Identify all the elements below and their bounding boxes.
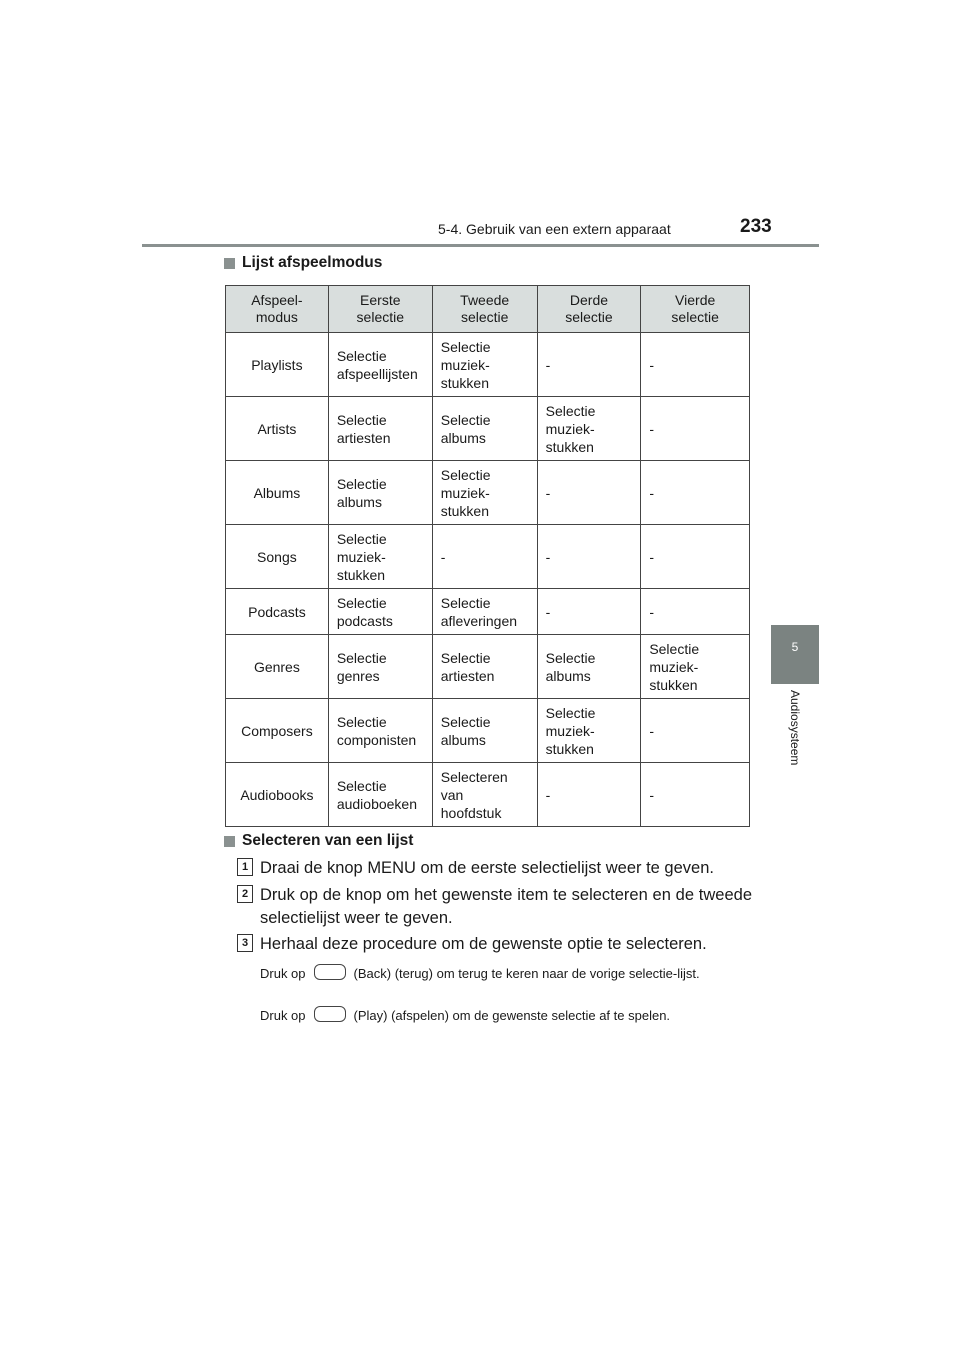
selection-cell: Selectie podcasts bbox=[328, 589, 432, 635]
table-row bbox=[226, 397, 750, 461]
selection-cell: - bbox=[641, 333, 750, 397]
selection-cell: - bbox=[432, 525, 537, 589]
note-text-post: (Play) (afspelen) om de gewenste selectie af te spelen. bbox=[353, 1008, 671, 1023]
step-text: Druk op de knop om het gewenste item te selecteren en de tweede selectielijst weer te geven. bbox=[260, 886, 752, 927]
selection-cell: Selectie artiesten bbox=[432, 635, 537, 699]
section-heading-text: Selecteren van een lijst bbox=[242, 832, 414, 849]
selection-cell: Selectie audioboeken bbox=[328, 763, 432, 827]
selection-cell: - bbox=[641, 699, 750, 763]
play-mode-table bbox=[225, 285, 750, 827]
selection-cell: Selectie afleveringen bbox=[432, 589, 537, 635]
selection-cell: Selectie muziek- stukken bbox=[432, 461, 537, 525]
table-row bbox=[226, 589, 750, 635]
mode-cell: Podcasts bbox=[226, 589, 329, 635]
mode-cell: Artists bbox=[226, 397, 329, 461]
note-text-post: (Back) (terug) om terug te keren naar de vorige selectie-lijst. bbox=[353, 966, 700, 981]
table-header-row bbox=[226, 286, 750, 333]
mode-cell: Albums bbox=[226, 461, 329, 525]
section-heading-text: Lijst afspeelmodus bbox=[242, 254, 383, 271]
note-text-pre: Druk op bbox=[260, 1008, 306, 1023]
header-section-title: 5-4. Gebruik van een extern apparaat bbox=[438, 221, 671, 237]
selection-cell: - bbox=[641, 397, 750, 461]
mode-cell: Genres bbox=[226, 635, 329, 699]
column-header: Tweede selectie bbox=[432, 286, 537, 333]
table-row bbox=[226, 699, 750, 763]
chapter-tab: 5 bbox=[771, 625, 819, 684]
mode-cell: Composers bbox=[226, 699, 329, 763]
section-heading-playmode bbox=[224, 254, 382, 272]
table-row bbox=[226, 763, 750, 827]
selection-cell: Selectie afspeellijsten bbox=[328, 333, 432, 397]
step-number-badge: 1 bbox=[237, 858, 253, 876]
selection-cell: Selectie artiesten bbox=[328, 397, 432, 461]
selection-cell: Selectie muziek- stukken bbox=[432, 333, 537, 397]
column-header: Afspeel- modus bbox=[226, 286, 329, 333]
square-bullet-icon bbox=[224, 258, 235, 269]
page-number: 233 bbox=[740, 216, 772, 237]
step-2 bbox=[237, 884, 752, 930]
selection-cell: - bbox=[641, 525, 750, 589]
table-body bbox=[226, 333, 750, 827]
step-number-badge: 3 bbox=[237, 934, 253, 952]
selection-cell: Selectie albums bbox=[432, 699, 537, 763]
table-row bbox=[226, 635, 750, 699]
selection-cell: Selectie muziek- stukken bbox=[537, 397, 641, 461]
selection-cell: Selectie albums bbox=[328, 461, 432, 525]
column-header: Vierde selectie bbox=[641, 286, 750, 333]
mode-cell: Playlists bbox=[226, 333, 329, 397]
step-1 bbox=[237, 857, 752, 880]
step-number-badge: 2 bbox=[237, 885, 253, 903]
square-bullet-icon bbox=[224, 836, 235, 847]
table-row bbox=[226, 333, 750, 397]
column-header: Derde selectie bbox=[537, 286, 641, 333]
chapter-label bbox=[780, 690, 810, 810]
chapter-label-text: Audiosysteem bbox=[788, 690, 802, 766]
step-text: Draai de knop MENU om de eerste selectielijst weer te geven. bbox=[260, 859, 714, 877]
table-row bbox=[226, 461, 750, 525]
step-text: Herhaal deze procedure om de gewenste optie te selecteren. bbox=[260, 935, 707, 953]
table-row bbox=[226, 525, 750, 589]
selection-cell: - bbox=[641, 589, 750, 635]
selection-cell: Selectie componisten bbox=[328, 699, 432, 763]
selection-cell: Selectie muziek- stukken bbox=[328, 525, 432, 589]
selection-cell: Selectie muziek- stukken bbox=[641, 635, 750, 699]
back-button-icon bbox=[314, 964, 346, 980]
selection-cell: - bbox=[641, 763, 750, 827]
selection-cell: Selectie albums bbox=[432, 397, 537, 461]
note-play bbox=[260, 1006, 752, 1025]
selection-cell: Selecteren van hoofdstuk bbox=[432, 763, 537, 827]
column-header: Eerste selectie bbox=[328, 286, 432, 333]
note-text-pre: Druk op bbox=[260, 966, 306, 981]
play-button-icon bbox=[314, 1006, 346, 1022]
step-3 bbox=[237, 933, 752, 956]
selection-cell: Selectie genres bbox=[328, 635, 432, 699]
selection-cell: - bbox=[537, 525, 641, 589]
selection-cell: - bbox=[537, 333, 641, 397]
mode-cell: Audiobooks bbox=[226, 763, 329, 827]
selection-cell: - bbox=[537, 589, 641, 635]
selection-cell: Selectie muziek- stukken bbox=[537, 699, 641, 763]
selection-cell: - bbox=[641, 461, 750, 525]
mode-cell: Songs bbox=[226, 525, 329, 589]
section-heading-select-list bbox=[224, 832, 413, 850]
selection-cell: Selectie albums bbox=[537, 635, 641, 699]
selection-cell: - bbox=[537, 461, 641, 525]
header-divider bbox=[142, 244, 819, 247]
note-back bbox=[260, 964, 752, 983]
selection-cell: - bbox=[537, 763, 641, 827]
